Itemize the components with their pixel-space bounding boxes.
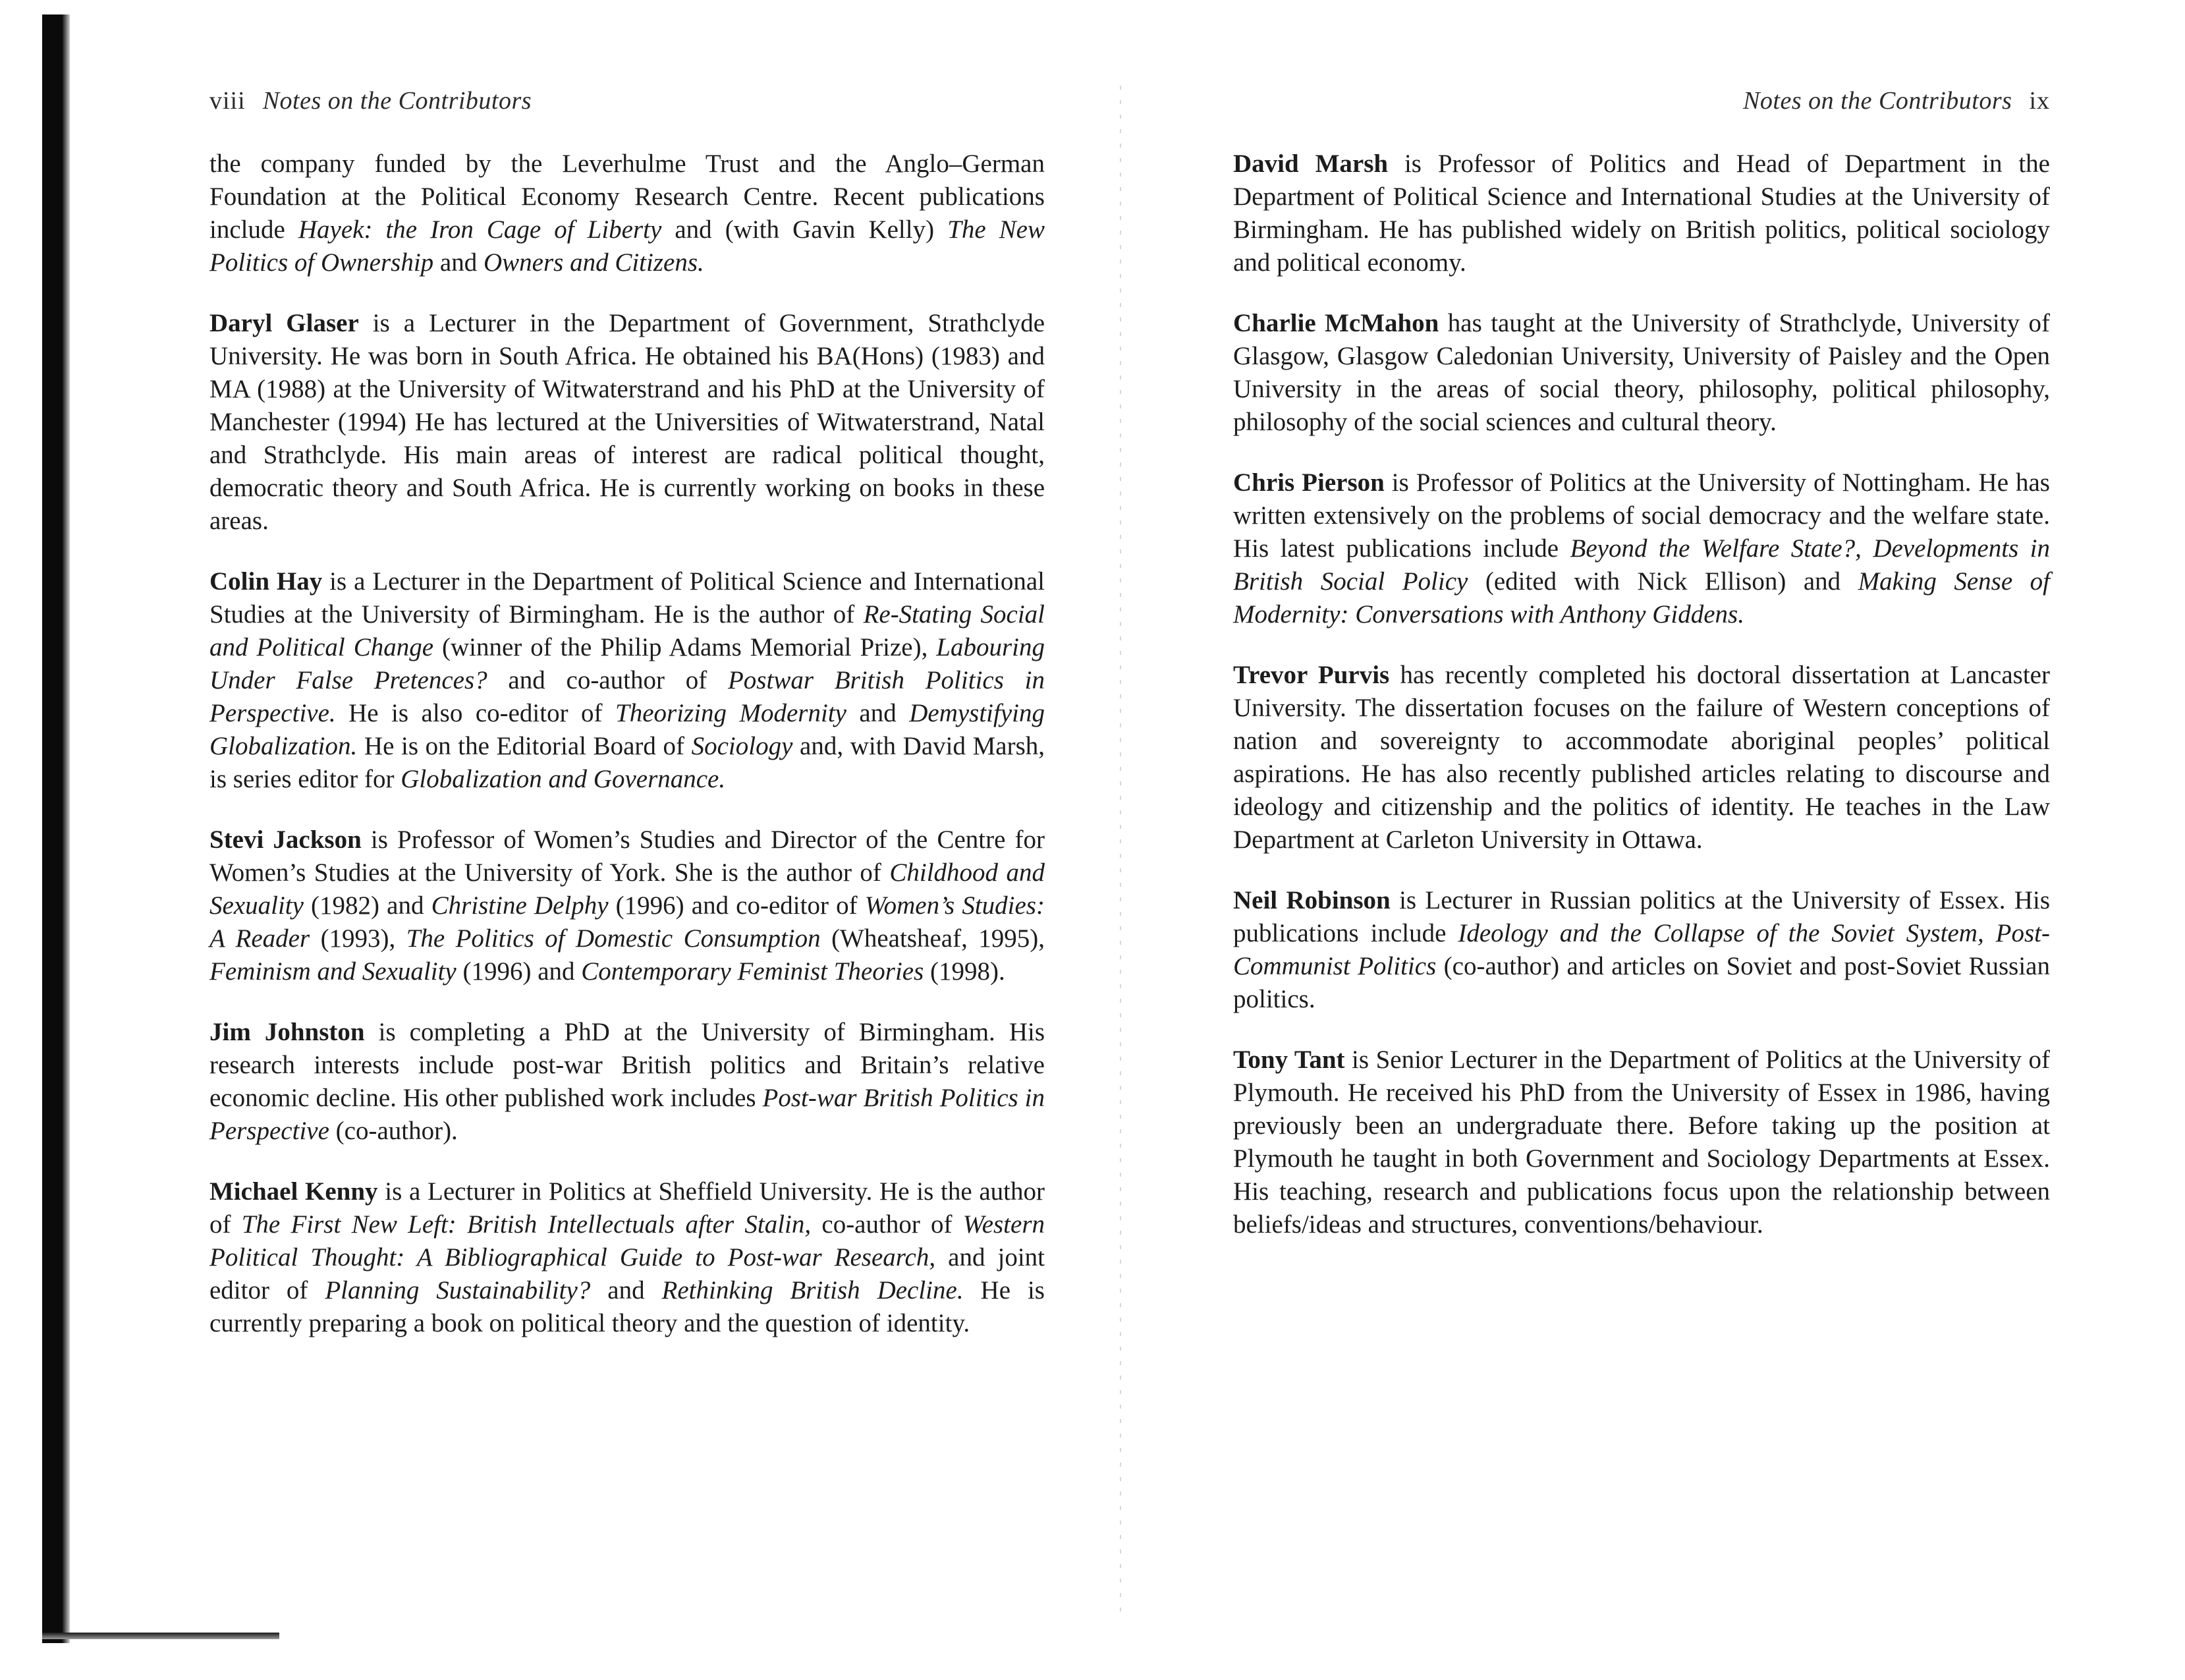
contributor-name: Neil Robinson [1233,886,1391,914]
publication-title: Hayek: the Iron Cage of Liberty [298,215,662,244]
contributor-entry [209,148,1045,279]
contributor-entry [1233,884,2050,1016]
entry-text: He is on the Editorial Board of [357,732,692,760]
running-head-title: Notes on the Contributors [1743,87,2012,115]
contributor-name: Jim Johnston [209,1018,365,1046]
contributor-list [1233,148,2050,1269]
publication-title: Making Sense of Modernity: Conversations with Anthony Giddens. [1233,567,2050,629]
left-running-head [209,84,1045,117]
contributor-name: Chris Pierson [1233,468,1385,497]
contributor-entry [209,1016,1045,1148]
contributor-name: David Marsh [1233,150,1389,178]
entry-text: (1982) and [303,891,431,920]
right-page [1233,0,2050,1680]
right-running-head [1233,84,2050,117]
entry-text: the company funded by the Leverhulme Trust and the Anglo–German Foundation at the Political Economy Research Centre. Recent publications include [209,150,1045,244]
publication-title: Postwar British Politics in Perspective. [209,666,1045,727]
publication-title: Labouring Under False Pretences? [209,633,1045,694]
contributor-list [209,148,1045,1368]
contributor-name: Stevi Jackson [209,826,362,854]
entry-text: and [433,248,484,277]
entry-text: (co-author) and articles on Soviet and post-Soviet Russian politics. [1233,952,2050,1013]
publication-title: Planning Sustainability? [325,1276,591,1304]
entry-text: co-author of [811,1210,963,1239]
page-gutter [1120,86,1121,1614]
contributor-name: Charlie McMahon [1233,309,1439,337]
contributor-name: Trevor Purvis [1233,661,1390,689]
publication-title: Sociology [691,732,793,760]
publication-title: Feminism and Sexuality [209,957,456,986]
entry-text: is a Lecturer in the Department of Political Science and International Studies at the University of Birmingham. He is the author of [209,567,1045,629]
left-page [209,0,1045,1680]
publication-title: Contemporary Feminist Theories [581,957,924,986]
publication-title: The Politics of Domestic Consumption [406,924,821,953]
publication-title: Re-Stating Social and Political Change [209,600,1045,661]
entry-text: (1996) and [456,957,582,986]
publication-title: Christine Delphy [431,891,609,920]
entry-text: He is also co-editor of [335,699,616,727]
publication-title: Western Political Thought: A Bibliographical Guide to Post-war Research, [209,1210,1045,1272]
entry-text: and, with David Marsh, is series editor for [209,732,1045,793]
entry-text: (edited with Nick Ellison) and [1468,567,1858,596]
contributor-entry [1233,466,2050,631]
publication-title: Childhood and Sexuality [209,858,1045,920]
entry-text: He is currently preparing a book on political theory and the question of identity. [209,1276,1045,1337]
entry-text: is Professor of Politics at the University of Nottingham. He has written extensively on the problems of social democracy and the welfare state. His latest publications include [1233,468,2050,563]
running-head-title: Notes on the Contributors [262,87,532,115]
entry-text: (winner of the Philip Adams Memorial Prize), [433,633,937,661]
contributor-entry [209,1175,1045,1340]
entry-text: (Wheatsheaf, 1995), [820,924,1045,953]
entry-text: (co-author). [329,1117,458,1145]
contributor-name: Daryl Glaser [209,309,359,337]
entry-text: is a Lecturer in Politics at Sheffield University. He is the author of [209,1177,1045,1239]
entry-text: is Professor of Women’s Studies and Director of the Centre for Women’s Studies at the University of York. She is the author of [209,826,1045,887]
contributor-entry [209,824,1045,988]
entry-text: (1993), [310,924,406,953]
entry-text: is Senior Lecturer in the Department of Politics at the University of Plymouth. He received his PhD from the University of Essex in 1986, having previously been an undergraduate there. Before taking up the position at Plymouth he taught in both Government and Sociology Departments at Essex. His teaching, research and publications focus upon the relationship between beliefs/ideas and structures, conventions/behaviour. [1233,1046,2051,1239]
entry-text: has recently completed his doctoral dissertation at Lancaster University. The dissertation focuses on the failure of Western conceptions of nation and sovereignty to accommodate aboriginal peoples’ political aspirations. He has also recently published articles relating to discourse and ideology and citizenship and the politics of identity. He teaches in the Law Department at Carleton University in Ottawa. [1233,661,2050,854]
publication-title: Theorizing Modernity [615,699,846,727]
page-number: viii [209,87,246,115]
entry-text: is Lecturer in Russian politics at the University of Essex. His publications include [1233,886,2050,947]
publication-title: The New Politics of Ownership [209,215,1045,277]
publication-title: Demystifying Globalization. [209,699,1045,760]
contributor-entry [1233,307,2050,439]
publication-title: Post-war British Politics in Perspective [209,1084,1045,1145]
contributor-entry [1233,659,2050,856]
entry-text: is a Lecturer in the Department of Government, Strathclyde University. He was born in South Africa. He obtained his BA(Hons) (1983) and MA (1988) at the University of Witwaterstrand and his PhD at the University of Manchester (1994) He has lectured at the Universities of Witwaterstrand, Natal and Strathclyde. His main areas of interest are radical political thought, democratic theory and South Africa. He is currently working on books in these areas. [209,309,1045,535]
contributor-entry [1233,148,2050,279]
entry-text: is completing a PhD at the University of Birmingham. His research interests include post-war British politics and Britain’s relative economic decline. His other published work includes [209,1018,1045,1112]
entry-text: and [846,699,910,727]
contributor-entry [209,307,1045,538]
publication-title: Women’s Studies: A Reader [209,891,1045,953]
entry-text: (1996) and co-editor of [608,891,865,920]
entry-text: and joint editor of [209,1243,1045,1304]
publication-title: The First New Left: British Intellectuals after Stalin, [241,1210,812,1239]
publication-title: Owners and Citizens. [483,248,704,277]
entry-text: and (with Gavin Kelly) [661,215,948,244]
publication-title: Rethinking British Decline. [661,1276,964,1304]
contributor-name: Colin Hay [209,567,323,596]
entry-text: is Professor of Politics and Head of Department in the Department of Political Science and International Studies at the University of Birmingham. He has published widely on British politics, political sociology and political economy. [1233,150,2050,277]
publication-title: Globalization and Governance. [401,765,726,793]
contributor-entry [1233,1044,2050,1241]
publication-title: Beyond the Welfare State?, Developments in British Social Policy [1233,534,2050,596]
entry-text: has taught at the University of Strathclyde, University of Glasgow, Glasgow Caledonian University, University of Paisley and the Open University in the areas of social theory, philosophy, political philosophy, philosophy of the social sciences and cultural theory. [1233,309,2050,436]
page-number: ix [2029,87,2050,115]
entry-text: and [590,1276,662,1304]
contributor-name: Tony Tant [1233,1046,1345,1074]
contributor-entry [209,565,1045,796]
contributor-name: Michael Kenny [209,1177,378,1206]
entry-text: (1998). [924,957,1005,986]
binding-shadow [42,14,70,1643]
publication-title: Ideology and the Collapse of the Soviet System, Post-Communist Politics [1233,919,2051,980]
entry-text: and co-author of [487,666,728,694]
